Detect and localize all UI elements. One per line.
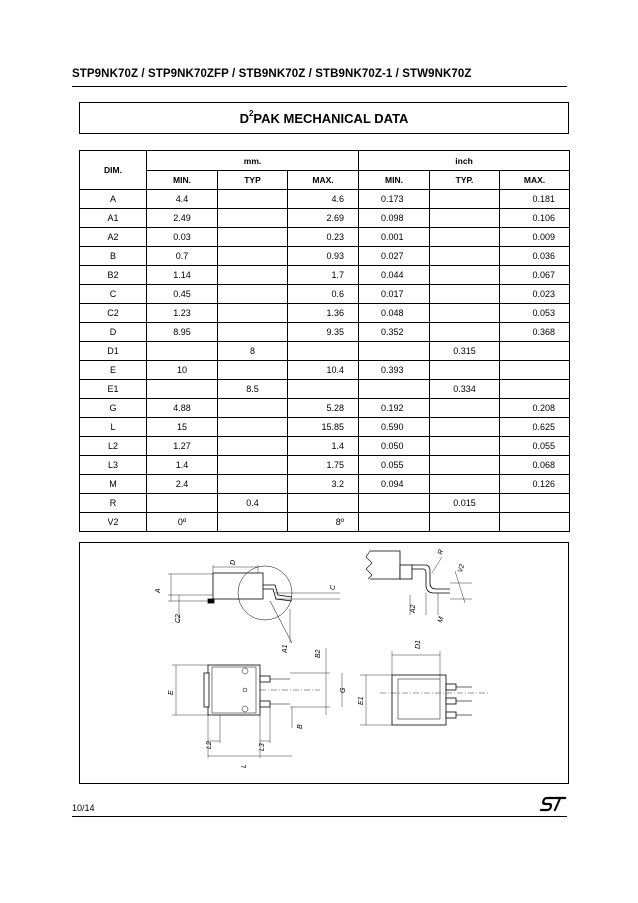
table-row [80, 285, 570, 304]
cell-inch-max [500, 342, 570, 361]
cell-mm-typ [218, 323, 288, 342]
cell-inch-min: 0.048 [359, 304, 430, 323]
section-title-text: PAK MECHANICAL DATA [253, 110, 409, 126]
cell-inch-min [359, 494, 430, 513]
cell-mm-min: 1.23 [147, 304, 218, 323]
cell-mm-typ [218, 418, 288, 437]
cell-inch-typ: 0.015 [430, 494, 500, 513]
cell-dim: A2 [80, 228, 147, 247]
cell-mm-max [288, 380, 359, 399]
label-l3: L3 [259, 743, 266, 751]
cell-mm-max: 1.7 [288, 266, 359, 285]
label-a2: A2 [410, 604, 417, 613]
cell-mm-typ [218, 475, 288, 494]
cell-inch-max: 0.106 [500, 209, 570, 228]
cell-inch-typ [430, 399, 500, 418]
cell-inch-typ [430, 228, 500, 247]
cell-dim: A1 [80, 209, 147, 228]
cell-mm-max: 5.28 [288, 399, 359, 418]
label-g: G [340, 687, 347, 693]
cell-mm-max: 0.93 [288, 247, 359, 266]
cell-inch-min: 0.055 [359, 456, 430, 475]
label-b2: B2 [315, 649, 322, 658]
cell-mm-min: 2.4 [147, 475, 218, 494]
mm-column-group-header: mm. [147, 151, 359, 171]
cell-mm-max: 1.4 [288, 437, 359, 456]
cell-mm-max: 2.69 [288, 209, 359, 228]
table-row [80, 380, 570, 399]
cell-dim: E [80, 361, 147, 380]
label-l: L [241, 764, 248, 768]
cell-mm-max [288, 342, 359, 361]
top-view [172, 648, 342, 758]
cell-mm-min: 4.88 [147, 399, 218, 418]
label-b: B [297, 724, 304, 729]
cell-inch-min [359, 380, 430, 399]
cell-inch-min: 0.352 [359, 323, 430, 342]
cell-mm-min: 10 [147, 361, 218, 380]
cell-inch-min: 0.050 [359, 437, 430, 456]
cell-mm-typ: 8.5 [218, 380, 288, 399]
section-title-superscript: 2 [248, 108, 254, 118]
page-number: 10/14 [72, 803, 95, 813]
cell-mm-typ: 8 [218, 342, 288, 361]
package-drawing-figure [79, 542, 569, 784]
label-v2: V2 [457, 563, 467, 574]
table-row [80, 190, 570, 209]
cell-dim: R [80, 494, 147, 513]
cell-inch-min [359, 513, 430, 532]
cell-mm-max: 1.75 [288, 456, 359, 475]
dim-column-header: DIM. [80, 151, 147, 190]
mm-max-header: MAX. [288, 171, 359, 190]
table-row [80, 418, 570, 437]
table-row [80, 399, 570, 418]
cell-inch-min: 0.393 [359, 361, 430, 380]
cell-inch-max: 0.053 [500, 304, 570, 323]
cell-inch-min: 0.094 [359, 475, 430, 494]
cell-inch-max: 0.055 [500, 437, 570, 456]
table-row [80, 475, 570, 494]
cell-mm-min: 1.14 [147, 266, 218, 285]
mm-typ-header: TYP [218, 171, 288, 190]
cell-inch-typ [430, 304, 500, 323]
cell-inch-max: 0.625 [500, 418, 570, 437]
cell-mm-min: 1.27 [147, 437, 218, 456]
cell-inch-max [500, 513, 570, 532]
cell-inch-min: 0.027 [359, 247, 430, 266]
cell-dim: L3 [80, 456, 147, 475]
header-rule [72, 86, 567, 87]
inch-min-header: MIN. [359, 171, 430, 190]
cell-mm-typ: 0.4 [218, 494, 288, 513]
label-a: A [155, 588, 162, 593]
cell-inch-max: 0.068 [500, 456, 570, 475]
cell-mm-typ [218, 399, 288, 418]
cell-inch-max [500, 380, 570, 399]
inch-typ-header: TYP. [430, 171, 500, 190]
cell-inch-min: 0.017 [359, 285, 430, 304]
cell-inch-max: 0.126 [500, 475, 570, 494]
cell-mm-max: 8º [288, 513, 359, 532]
cell-inch-typ [430, 209, 500, 228]
table-row [80, 342, 570, 361]
side-view [168, 565, 340, 643]
cell-inch-typ [430, 475, 500, 494]
cell-mm-min: 2.49 [147, 209, 218, 228]
cell-mm-min: 0.45 [147, 285, 218, 304]
cell-dim: C2 [80, 304, 147, 323]
label-a1: A1 [282, 644, 289, 653]
label-r: R [437, 548, 446, 556]
cell-inch-typ [430, 266, 500, 285]
cell-mm-typ [218, 247, 288, 266]
package-drawing [80, 543, 570, 785]
cell-dim: E1 [80, 380, 147, 399]
cell-mm-min [147, 342, 218, 361]
cell-inch-typ [430, 285, 500, 304]
table-row [80, 304, 570, 323]
table-row [80, 361, 570, 380]
cell-inch-max: 0.023 [500, 285, 570, 304]
label-c2: C2 [175, 614, 182, 623]
cell-mm-max: 0.6 [288, 285, 359, 304]
cell-dim: B [80, 247, 147, 266]
cell-mm-max [288, 494, 359, 513]
cell-mm-typ [218, 228, 288, 247]
cell-mm-max: 0.23 [288, 228, 359, 247]
cell-mm-min: 8.95 [147, 323, 218, 342]
cell-inch-min: 0.590 [359, 418, 430, 437]
label-e: E [168, 690, 175, 695]
cell-mm-typ [218, 285, 288, 304]
cell-dim: V2 [80, 513, 147, 532]
table-row [80, 456, 570, 475]
cell-inch-min: 0.044 [359, 266, 430, 285]
cell-mm-max: 4.6 [288, 190, 359, 209]
cell-dim: A [80, 190, 147, 209]
cell-dim: B2 [80, 266, 147, 285]
cell-mm-min: 0.03 [147, 228, 218, 247]
table-row [80, 513, 570, 532]
mechanical-data-table [79, 150, 570, 532]
cell-inch-min: 0.098 [359, 209, 430, 228]
mm-min-header: MIN. [147, 171, 218, 190]
label-l2: L2 [206, 741, 213, 749]
cell-inch-max: 0.208 [500, 399, 570, 418]
cell-mm-max: 15.85 [288, 418, 359, 437]
cell-inch-typ [430, 418, 500, 437]
label-d1: D1 [415, 640, 422, 649]
cell-inch-max [500, 361, 570, 380]
cell-inch-typ [430, 437, 500, 456]
cell-inch-max: 0.036 [500, 247, 570, 266]
inch-max-header: MAX. [500, 171, 570, 190]
table-row [80, 209, 570, 228]
cell-dim: M [80, 475, 147, 494]
cell-mm-typ [218, 513, 288, 532]
bottom-view [360, 651, 490, 725]
cell-mm-min: 15 [147, 418, 218, 437]
label-e1: E1 [358, 696, 365, 705]
table-row [80, 228, 570, 247]
cell-dim: D [80, 323, 147, 342]
table-row [80, 494, 570, 513]
label-m: M [437, 616, 446, 624]
cell-mm-max: 10.4 [288, 361, 359, 380]
table-row [80, 437, 570, 456]
cell-inch-typ: 0.315 [430, 342, 500, 361]
cell-mm-typ [218, 361, 288, 380]
cell-inch-typ [430, 361, 500, 380]
cell-inch-min: 0.192 [359, 399, 430, 418]
cell-inch-min: 0.173 [359, 190, 430, 209]
cell-mm-max: 1.36 [288, 304, 359, 323]
cell-mm-min: 0º [147, 513, 218, 532]
cell-mm-typ [218, 266, 288, 285]
label-d: D [230, 559, 237, 565]
table-body [80, 190, 570, 532]
cell-inch-max: 0.067 [500, 266, 570, 285]
section-title-prefix: D [239, 110, 249, 126]
cell-inch-min: 0.001 [359, 228, 430, 247]
document-header-title: STP9NK70Z / STP9NK70ZFP / STB9NK70Z / STB9NK70Z-1 / STW9NK70Z [72, 68, 472, 80]
detail-view [366, 548, 472, 615]
cell-inch-max: 0.368 [500, 323, 570, 342]
cell-inch-typ [430, 190, 500, 209]
cell-mm-min: 0.7 [147, 247, 218, 266]
st-logo-icon [539, 795, 567, 813]
cell-inch-typ [430, 456, 500, 475]
table-row [80, 266, 570, 285]
cell-mm-typ [218, 437, 288, 456]
cell-inch-typ: 0.334 [430, 380, 500, 399]
table-row [80, 323, 570, 342]
cell-mm-min: 4.4 [147, 190, 218, 209]
cell-dim: G [80, 399, 147, 418]
table-row [80, 247, 570, 266]
cell-mm-min: 1.4 [147, 456, 218, 475]
footer-rule [72, 816, 567, 817]
section-title-box [79, 102, 569, 134]
cell-inch-typ [430, 247, 500, 266]
cell-dim: L [80, 418, 147, 437]
cell-dim: D1 [80, 342, 147, 361]
cell-mm-typ [218, 190, 288, 209]
cell-inch-max: 0.009 [500, 228, 570, 247]
cell-inch-max: 0.181 [500, 190, 570, 209]
cell-mm-max: 9.35 [288, 323, 359, 342]
cell-inch-typ [430, 513, 500, 532]
cell-inch-min [359, 342, 430, 361]
cell-dim: C [80, 285, 147, 304]
cell-inch-max [500, 494, 570, 513]
cell-mm-typ [218, 456, 288, 475]
cell-inch-typ [430, 323, 500, 342]
cell-mm-typ [218, 209, 288, 228]
cell-dim: L2 [80, 437, 147, 456]
cell-mm-min [147, 380, 218, 399]
cell-mm-max: 3.2 [288, 475, 359, 494]
cell-mm-typ [218, 304, 288, 323]
inch-column-group-header: inch [359, 151, 570, 171]
label-c: C [330, 584, 337, 590]
cell-mm-min [147, 494, 218, 513]
